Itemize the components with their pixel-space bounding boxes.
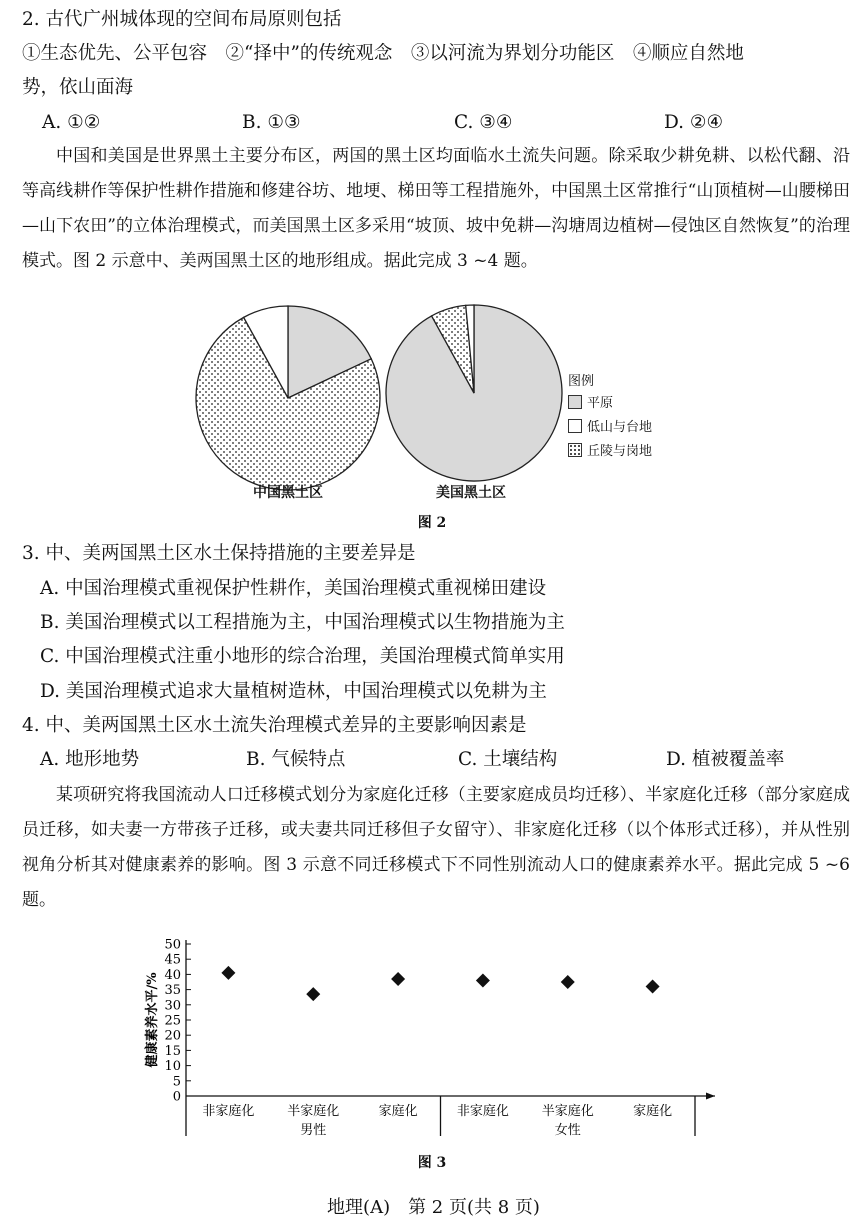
legend-low-hills bbox=[568, 416, 652, 435]
y-tick-label: 30 bbox=[164, 998, 181, 1014]
legend-low-hills-label: 低山与台地 bbox=[587, 420, 653, 435]
q2-option-d: D. ②④ bbox=[664, 112, 724, 133]
x-tick-label: 家庭化 bbox=[378, 1104, 418, 1119]
y-tick-label: 5 bbox=[172, 1074, 181, 1090]
x-tick-label: 非家庭化 bbox=[456, 1104, 509, 1119]
y-tick-label: 0 bbox=[172, 1089, 181, 1105]
q3-option-a: A. 中国治理模式重视保护性耕作，美国治理模式重视梯田建设 bbox=[40, 578, 547, 599]
q4-option-c: C. 土壤结构 bbox=[458, 749, 558, 770]
figure2-caption: 图 2 bbox=[417, 515, 447, 531]
q2-items-line1: ①生态优先、公平包容 ②“择中”的传统观念 ③以河流为界划分功能区 ④顺应自然地 bbox=[22, 43, 744, 64]
group-label: 男性 bbox=[300, 1123, 327, 1138]
x-tick-label: 半家庭化 bbox=[541, 1104, 594, 1119]
x-axis-arrow bbox=[706, 1093, 715, 1100]
legend-plain-label: 平原 bbox=[587, 396, 614, 411]
legend-hills bbox=[568, 440, 652, 459]
data-point bbox=[306, 987, 320, 1001]
page-footer: 地理(A) 第 2 页(共 8 页) bbox=[327, 1197, 540, 1218]
y-tick-label: 20 bbox=[164, 1028, 181, 1044]
y-tick-label: 45 bbox=[164, 952, 181, 968]
q3-stem: 3. 中、美两国黑土区水土保持措施的主要差异是 bbox=[22, 543, 416, 564]
y-tick-label: 40 bbox=[164, 967, 181, 983]
q2-option-a: A. ①② bbox=[42, 112, 101, 133]
y-tick-label: 10 bbox=[164, 1059, 181, 1075]
y-tick-label: 25 bbox=[164, 1013, 181, 1029]
legend-plain bbox=[568, 392, 613, 411]
pie-china bbox=[196, 306, 380, 490]
passage-black-soil: 中国和美国是世界黑土主要分布区，两国的黑土区均面临水土流失问题。除采取少耕免耕、以松代翻、沿等高线耕作等保护性耕作措施和修建谷坊、地埂、梯田等工程措施外，中国黑土区常推行“山顶植树—山腰梯田—山下农田”的立体治理模式，而美国黑土区多采用“坡顶、坡中免耕—沟塘周边植树—侵蚀区自然恢复”的治理模式。图 2 示意中、美两国黑土区的地形组成。据此完成 3 ~4 题。 bbox=[22, 146, 850, 271]
q4-option-a: A. 地形地势 bbox=[40, 749, 140, 770]
q3-option-b: B. 美国治理模式以工程措施为主，中国治理模式以生物措施为主 bbox=[40, 612, 565, 633]
data-point bbox=[391, 972, 405, 986]
group-label: 女性 bbox=[554, 1123, 581, 1138]
passage-migration: 某项研究将我国流动人口迁移模式划分为家庭化迁移（主要家庭成员均迁移）、半家庭化迁移（部分家庭成员迁移，如夫妻一方带孩子迁移，或夫妻共同迁移但子女留守）、非家庭化迁移（以个体形式迁移），并从性别视角分析其对健康素养的影响。图 3 示意不同迁移模式下不同性别流动人口的健康素养水平。据此完成 5 ~6 题。 bbox=[22, 785, 850, 910]
y-tick-label: 35 bbox=[164, 983, 181, 999]
q2-items-line2: 势，依山面海 bbox=[22, 77, 134, 98]
q3-option-c: C. 中国治理模式注重小地形的综合治理，美国治理模式简单实用 bbox=[40, 646, 565, 667]
q2-stem: 2. 古代广州城体现的空间布局原则包括 bbox=[22, 9, 342, 30]
figure2-pies bbox=[0, 300, 867, 520]
q2-option-c: C. ③④ bbox=[454, 112, 513, 133]
x-tick-label: 非家庭化 bbox=[202, 1104, 255, 1119]
legend-title: 图例 bbox=[568, 374, 595, 389]
q3-option-d: D. 美国治理模式追求大量植树造林，中国治理模式以免耕为主 bbox=[40, 681, 547, 702]
q4-option-d: D. 植被覆盖率 bbox=[666, 749, 785, 770]
legend-plain-swatch bbox=[568, 395, 582, 409]
data-point bbox=[561, 975, 575, 989]
q4-option-b: B. 气候特点 bbox=[246, 749, 346, 770]
q2-option-b: B. ①③ bbox=[242, 112, 301, 133]
pie-china-label: 中国黑土区 bbox=[253, 485, 323, 501]
y-tick-label: 15 bbox=[164, 1043, 181, 1059]
figure3-chart bbox=[0, 925, 867, 1145]
q4-stem: 4. 中、美两国黑土区水土流失治理模式差异的主要影响因素是 bbox=[22, 715, 527, 736]
data-point bbox=[646, 980, 660, 994]
figure3-caption: 图 3 bbox=[417, 1155, 447, 1171]
data-point bbox=[221, 966, 235, 980]
x-tick-label: 半家庭化 bbox=[287, 1104, 340, 1119]
legend-hills-label: 丘陵与岗地 bbox=[587, 444, 653, 459]
pie-usa-label: 美国黑土区 bbox=[436, 485, 506, 501]
legend-low-hills-swatch bbox=[568, 419, 582, 433]
legend-hills-swatch bbox=[568, 443, 582, 457]
y-tick-label: 50 bbox=[164, 937, 181, 953]
data-point bbox=[476, 973, 490, 987]
y-axis-label: 健康素养水平/% bbox=[145, 972, 160, 1068]
x-tick-label: 家庭化 bbox=[633, 1104, 673, 1119]
pie-usa bbox=[386, 305, 562, 481]
